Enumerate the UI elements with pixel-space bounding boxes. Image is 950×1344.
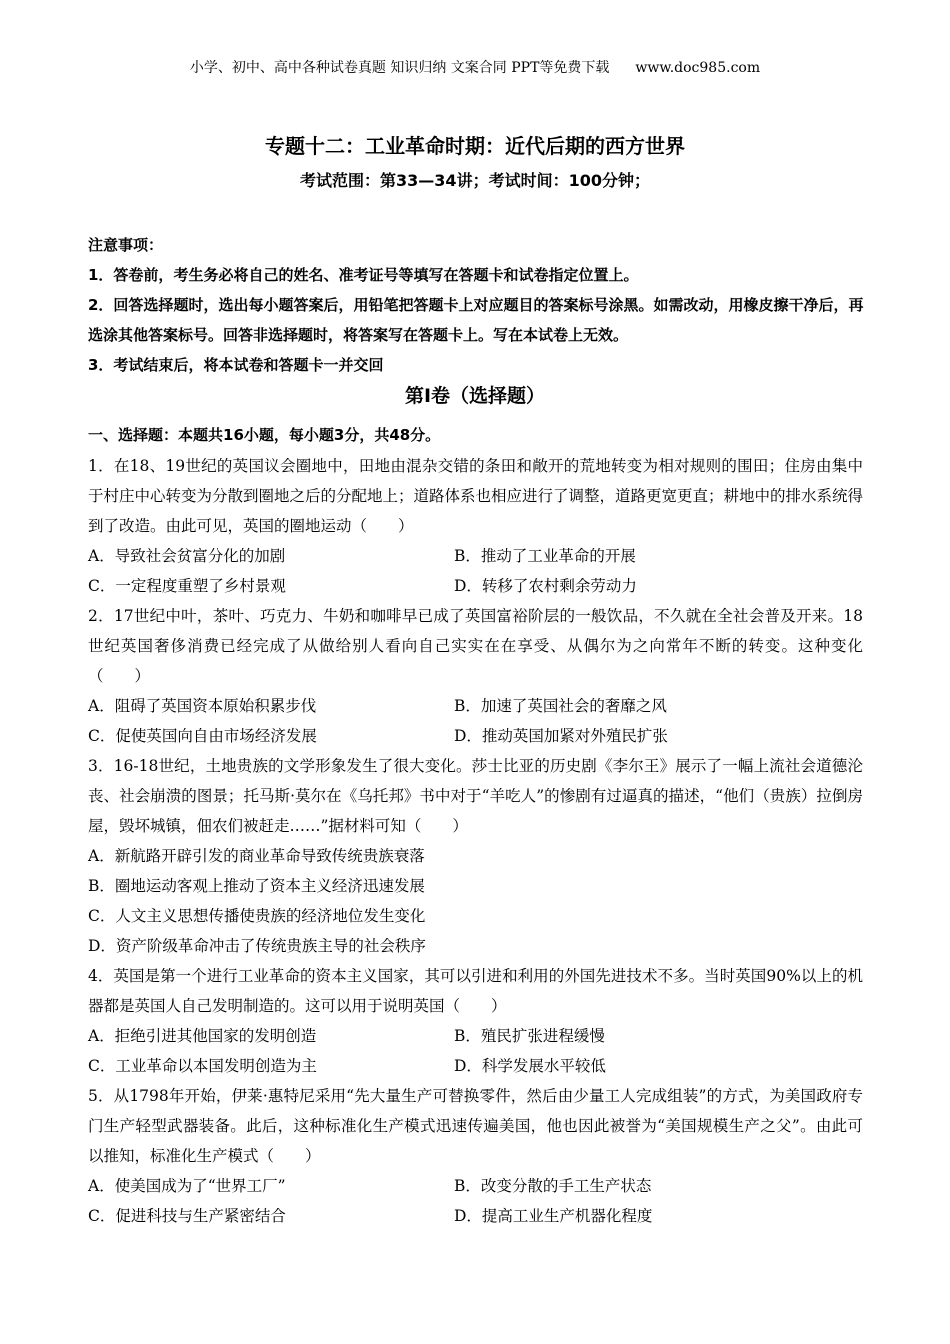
question [88, 1081, 863, 1231]
section-heading: 一、选择题：本题共16小题，每小题3分，共48分。 [88, 426, 441, 444]
document-title: 专题十二：工业革命时期：近代后期的西方世界 [265, 134, 685, 158]
exam-scope: 考试范围：第33—34讲；考试时间：100分钟； [300, 171, 650, 190]
question [88, 451, 863, 601]
question [88, 601, 863, 751]
part-title: 第I卷（选择题） [404, 385, 546, 407]
notices [88, 230, 868, 380]
option-a: A．新航路开辟引发的商业革命导致传统贵族衰落 [88, 847, 425, 865]
notice-item: 2．回答选择题时，选出每小题答案后，用铅笔把答题卡上对应题目的答案标号涂黑。如需改动，用橡皮擦干净后，再选涂其他答案标号。回答非选择题时，将答案写在答题卡上。写在本试卷上无效。 [88, 296, 864, 344]
notice-item: 3．考试结束后，将本试卷和答题卡一并交回 [88, 356, 384, 374]
option-c: C．促进科技与生产紧密结合 [88, 1207, 286, 1225]
option-d: D．推动英国加紧对外殖民扩张 [454, 727, 668, 745]
option-b: B．推动了工业革命的开展 [454, 547, 636, 565]
page-header [0, 57, 950, 77]
question-stem: 2．17世纪中叶，茶叶、巧克力、牛奶和咖啡早已成了英国富裕阶层的一般饮品，不久就在全社会普及开来。18世纪英国奢侈消费已经完成了从做给别人看向自己实实在在享受、从偶尔为之向常年不断的转变。这种变化（ ） [88, 607, 863, 685]
header-url[interactable]: www.doc985.com [635, 60, 761, 76]
option-a: A．拒绝引进其他国家的发明创造 [88, 1027, 317, 1045]
question [88, 751, 863, 961]
question-list [88, 451, 863, 1231]
question-stem: 5．从1798年开始，伊莱·惠特尼采用“先大量生产可替换零件，然后由少量工人完成组装”的方式，为美国政府专门生产轻型武器装备。此后，这种标准化生产模式迅速传遍美国，他也因此被誉为“美国规模生产之父”。由此可以推知，标准化生产模式（ ） [88, 1087, 863, 1165]
notices-heading: 注意事项： [88, 236, 164, 254]
option-b: B．殖民扩张进程缓慢 [454, 1027, 605, 1045]
option-d: D．提高工业生产机器化程度 [454, 1207, 653, 1225]
option-a: A．导致社会贫富分化的加剧 [88, 547, 286, 565]
option-c: C．工业革命以本国发明创造为主 [88, 1057, 317, 1075]
option-b: B．改变分散的手工生产状态 [454, 1177, 652, 1195]
question-stem: 3．16-18世纪，土地贵族的文学形象发生了很大变化。莎士比亚的历史剧《李尔王》展示了一幅上流社会道德沦丧、社会崩溃的图景；托马斯·莫尔在《乌托邦》书中对于“羊吃人”的惨剧有过逼真的描述，“他们（贵族）拉倒房屋，毁坏城镇，佃农们被赶走……”据材料可知（ ） [88, 757, 863, 835]
option-c: C．促使英国向自由市场经济发展 [88, 727, 317, 745]
option-a: A．使美国成为了“世界工厂” [88, 1177, 286, 1195]
option-d: D．科学发展水平较低 [454, 1057, 606, 1075]
option-d: D．转移了农村剩余劳动力 [454, 577, 637, 595]
notice-item: 1．答卷前，考生务必将自己的姓名、准考证号等填写在答题卡和试卷指定位置上。 [88, 266, 639, 284]
option-c: C．一定程度重塑了乡村景观 [88, 577, 286, 595]
question [88, 961, 863, 1081]
option-c: C．人文主义思想传播使贵族的经济地位发生变化 [88, 907, 426, 925]
option-b: B．加速了英国社会的奢靡之风 [454, 697, 667, 715]
header-banner: 小学、初中、高中各种试卷真题 知识归纳 文案合同 PPT等免费下载 [189, 60, 610, 76]
question-stem: 4．英国是第一个进行工业革命的资本主义国家，其可以引进和利用的外国先进技术不多。当时英国90%以上的机器都是英国人自己发明制造的。这可以用于说明英国（ ） [88, 967, 863, 1015]
option-d: D．资产阶级革命冲击了传统贵族主导的社会秩序 [88, 937, 426, 955]
question-stem: 1．在18、19世纪的英国议会圈地中，田地由混杂交错的条田和敞开的荒地转变为相对规则的围田；住房由集中于村庄中心转变为分散到圈地之后的分配地上；道路体系也相应进行了调整，道路更宽更直；耕地中的排水系统得到了改造。由此可见，英国的圈地运动（ ） [88, 457, 864, 535]
option-a: A．阻碍了英国资本原始积累步伐 [88, 697, 317, 715]
option-b: B．圈地运动客观上推动了资本主义经济迅速发展 [88, 877, 425, 895]
